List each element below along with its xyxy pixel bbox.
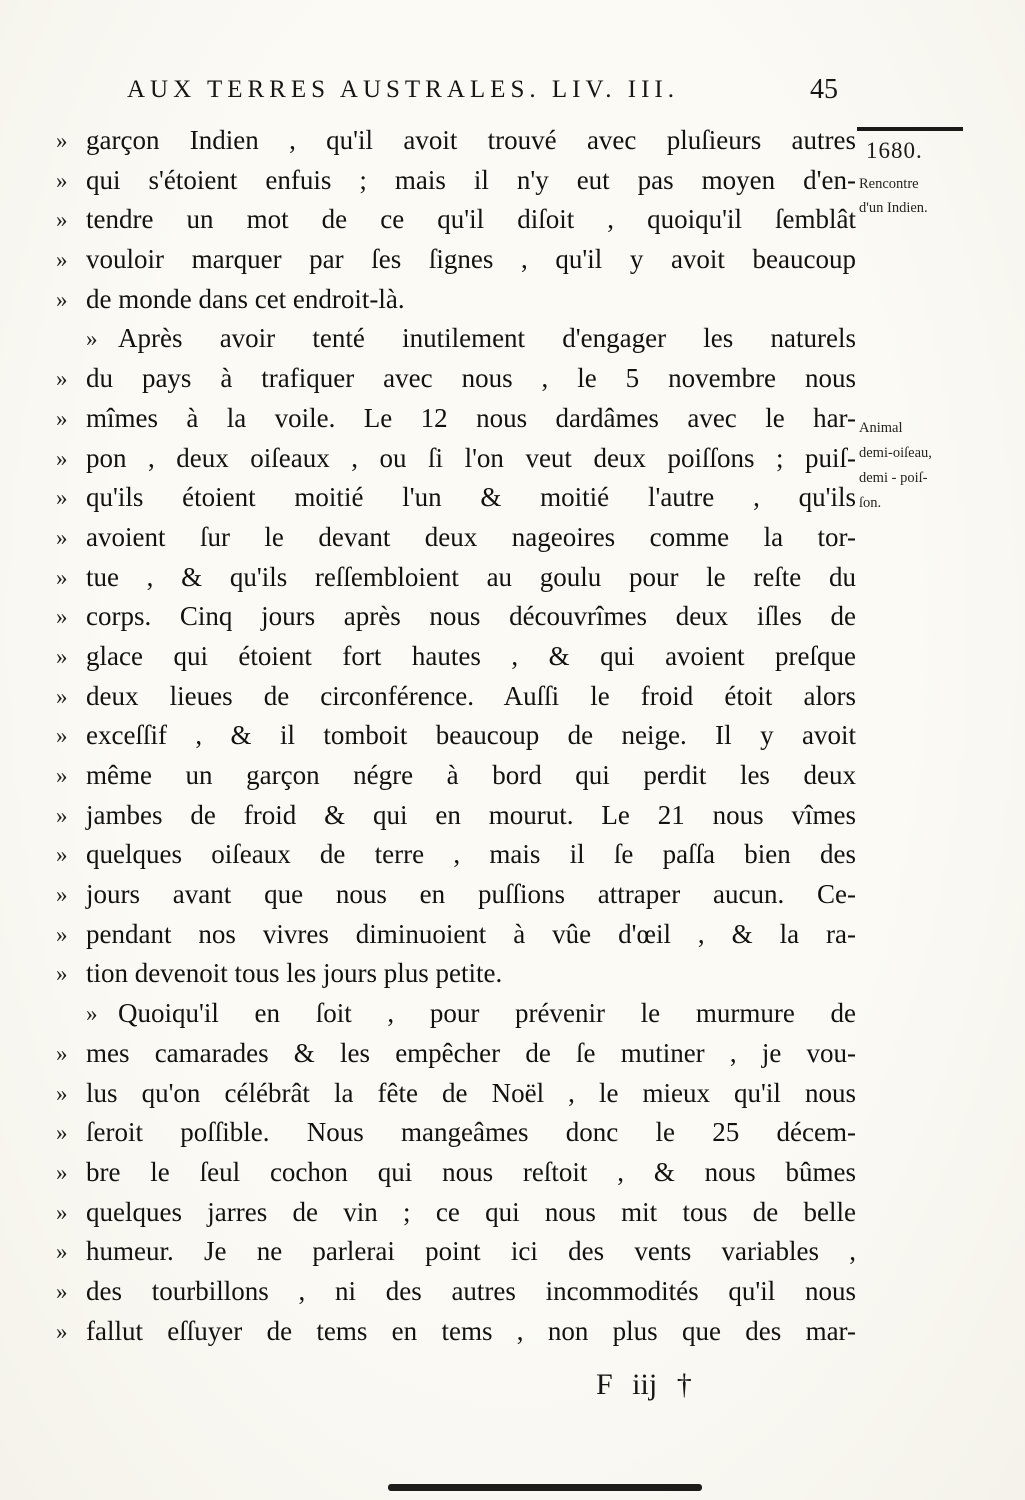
quote-mark-icon: » [56,882,68,908]
margin-note-rencontre-indien [859,172,999,220]
line-text: des tourbillons , ni des autres incommodités qu'il nous [86,1275,856,1306]
quote-mark-icon: » [56,643,68,669]
line-text: de monde dans cet endroit-là. [86,283,405,314]
quote-mark-icon: » [56,921,68,947]
margin-note-line: ſon. [859,495,882,511]
line-text: mes camarades & les empêcher de ſe mutiner , je vou- [86,1037,856,1068]
line-text: pon , deux oiſeaux , ou ſi l'on veut deux poiſſons ; puiſ- [86,442,856,473]
line-text: corps. Cinq jours après nous découvrîmes deux iſles de [86,601,856,632]
line-text: fallut eſſuyer de tems en tems , non plus que des mar- [86,1315,856,1346]
text-line [54,954,856,994]
line-text: garçon Indien , qu'il avoit trouvé avec pluſieurs autres [86,125,856,155]
text-line [54,121,856,161]
quote-mark-icon: » [56,445,68,471]
quote-mark-icon: » [56,1318,68,1344]
text-line [54,1113,856,1153]
quote-mark-icon: » [56,961,68,987]
line-text: tion devenoit tous les jours plus petite. [86,958,503,989]
text-line [54,875,856,915]
line-text: du pays à trafiquer avec nous , le 5 novembre nous [86,363,856,394]
text-line [54,1232,856,1272]
text-line [54,399,856,439]
quote-mark-icon: » [56,1239,68,1265]
quote-mark-icon: » [56,1040,68,1066]
quote-mark-icon: » [56,286,68,312]
margin-note-line: demi-oiſeau, [859,445,932,461]
quote-mark-icon: » [56,763,68,788]
text-line [54,1034,856,1074]
text-line [54,359,856,399]
line-text: tendre un mot de ce qu'il diſoit , quoiqu'il ſemblât [86,204,856,235]
quote-mark-icon: » [86,1001,98,1027]
line-text: exceſſif , & il tomboit beaucoup de neige. Il y avoit [86,720,856,751]
scan-artifact-line [388,1484,702,1491]
text-line [54,319,856,359]
text-line [54,1312,856,1352]
text-line [54,439,856,479]
text-line [54,200,856,240]
line-text: glace qui étoient fort hautes , & qui avoient preſque [86,640,856,671]
quote-mark-icon: » [56,723,68,749]
line-text: vouloir marquer par ſes ſignes , qu'il y avoit beaucoup [86,244,856,275]
margin-note-line: Rencontre [859,176,919,192]
line-text: Après avoir tenté inutilement d'engager les naturels [118,323,856,354]
margin-note-line: d'un Indien. [859,200,928,216]
margin-note-year: 1680. [866,138,923,163]
quote-mark-icon: » [56,564,68,590]
line-text: quelques oiſeaux de terre , mais il ſe paſſa bien des [86,839,856,870]
line-text: lus qu'on célébrât la fête de Noël , le mieux qu'il nous [86,1077,856,1108]
line-text: jambes de froid & qui en mourut. Le 21 nous vîmes [86,799,856,830]
text-line [54,1272,856,1312]
text-line [54,835,856,875]
line-text: humeur. Je ne parlerai point ici des vents variables , [86,1236,856,1267]
text-line [54,1074,856,1114]
text-line [54,280,856,320]
quote-mark-icon: » [56,207,68,233]
text-line [54,478,856,518]
quote-mark-icon: » [56,604,68,630]
quote-mark-icon: » [56,1080,68,1106]
margin-rule [857,127,963,131]
line-text: même un garçon négre à bord qui perdit les deux [86,760,856,790]
text-line [54,1153,856,1193]
text-line [54,915,856,955]
text-line [54,677,856,717]
text-line [54,994,856,1034]
line-text: pendant nos vivres diminuoient à vûe d'œil , & la ra- [86,918,856,949]
running-header: AUX TERRES AUSTRALES. LIV. III. [127,76,680,103]
margin-note-line: Animal [859,420,903,436]
text-line [54,756,856,796]
text-line [54,558,856,598]
line-text: qui s'étoient enfuis ; mais il n'y eut pas moyen d'en- [86,164,856,195]
quote-mark-icon: » [86,326,98,352]
quote-mark-icon: » [56,128,68,153]
line-text: avoient ſur le devant deux nageoires comme la tor- [86,521,856,552]
text-line [54,637,856,677]
footer-signature: F iij † [596,1368,692,1401]
quote-mark-icon: » [56,167,68,193]
line-text: jours avant que nous en puſſions attraper aucun. Ce- [86,879,856,910]
line-text: Quoiqu'il en ſoit , pour prévenir le murmure de [118,998,856,1029]
line-text: deux lieues de circonférence. Auſſi le froid étoit alors [86,680,856,711]
line-text: ſeroit poſſible. Nous mangeâmes donc le 25 décem- [86,1117,856,1148]
line-text: mîmes à la voile. Le 12 nous dardâmes avec le har- [86,402,856,433]
quote-mark-icon: » [56,1159,68,1185]
text-line [54,240,856,280]
quote-mark-icon: » [56,1120,68,1146]
quote-mark-icon: » [56,405,68,431]
line-text: qu'ils étoient moitié l'un & moitié l'autre , qu'ils [86,482,856,513]
quote-mark-icon: » [56,1278,68,1304]
quote-mark-icon: » [56,683,68,709]
text-line [54,161,856,201]
quote-mark-icon: » [56,1199,68,1225]
quote-mark-icon: » [56,485,68,511]
page-number: 45 [810,74,838,105]
line-text: quelques jarres de vin ; ce qui nous mit tous de belle [86,1196,856,1227]
text-line [54,518,856,558]
text-line [54,716,856,756]
margin-note-animal-demi-oiseau [859,416,999,516]
quote-mark-icon: » [56,842,68,868]
quote-mark-icon: » [56,247,68,273]
line-text: bre le ſeul cochon qui nous reſtoit , & nous bûmes [86,1156,856,1187]
margin-note-line: demi - poiſ- [859,470,928,486]
text-line [54,1193,856,1233]
text-line [54,597,856,637]
text-line [54,796,856,836]
text-block [54,121,856,1351]
quote-mark-icon: » [56,802,68,828]
quote-mark-icon: » [56,524,68,550]
quote-mark-icon: » [56,366,68,392]
line-text: tue , & qu'ils reſſembloient au goulu pour le reſte du [86,561,856,592]
